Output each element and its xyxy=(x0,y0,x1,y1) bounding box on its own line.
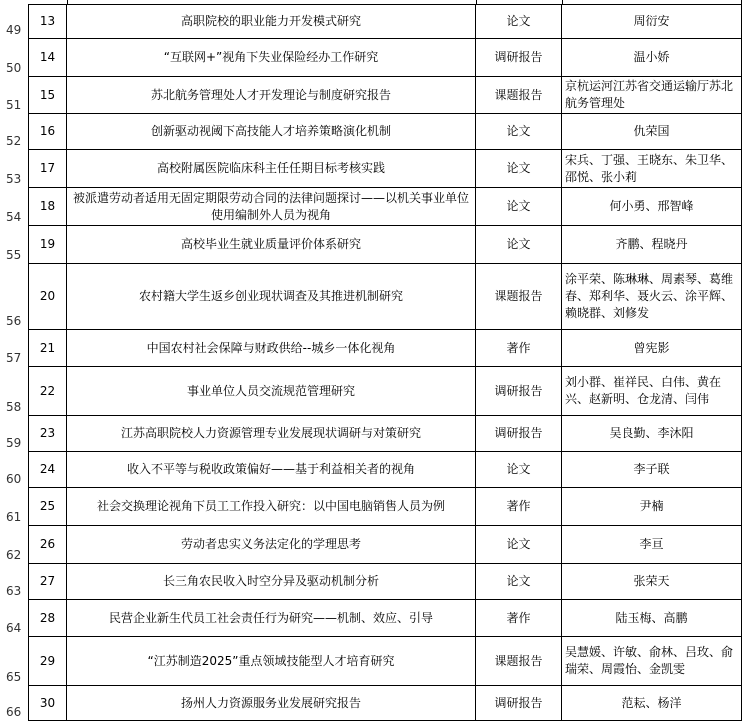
title-text: 事业单位人员交流规范管理研究 xyxy=(186,383,355,398)
cell-authors[interactable] xyxy=(562,264,742,329)
row-header[interactable] xyxy=(0,367,28,416)
row-number: 64 xyxy=(6,621,22,635)
table-row xyxy=(28,114,742,150)
type-text: 调研报告 xyxy=(494,50,543,64)
index-text: 25 xyxy=(39,499,56,513)
title-text: 被派遣劳动者适用无固定期限劳动合同的法律问题探讨——以机关事业单位使用编制外人员为视角 xyxy=(72,190,469,222)
authors-text: 涂平荣、陈琳琳、周素琴、葛维春、郑利华、聂火云、涂平辉、赖晓群、刘修发 xyxy=(565,272,734,320)
title-text: 高职院校的职业能力开发模式研究 xyxy=(180,14,361,28)
type-text: 著作 xyxy=(506,499,531,513)
authors-text: 吴慧媛、许敏、俞林、吕玫、俞瑞荣、周霞怡、金凯雯 xyxy=(565,645,734,676)
type-text: 论文 xyxy=(506,537,531,551)
type-text: 论文 xyxy=(506,237,531,251)
index-text: 15 xyxy=(39,87,56,102)
row-header[interactable] xyxy=(0,150,28,188)
cell-title[interactable] xyxy=(67,637,476,685)
cell-authors[interactable] xyxy=(562,600,742,636)
row-number: 51 xyxy=(6,98,22,112)
cell-type[interactable] xyxy=(476,264,562,329)
index-text: 20 xyxy=(39,289,56,303)
table-grid xyxy=(28,0,742,722)
row-number: 52 xyxy=(6,134,22,148)
cell-index[interactable] xyxy=(28,5,67,38)
title-text: 民营企业新生代员工社会责任行为研究——机制、效应、引导 xyxy=(108,610,433,625)
cell-index[interactable] xyxy=(28,150,67,187)
authors-text: 刘小群、崔祥民、白伟、黄在兴、赵新明、仓龙清、闫伟 xyxy=(565,375,722,406)
cell-title[interactable] xyxy=(67,526,476,563)
cell-type[interactable] xyxy=(476,77,562,113)
cell-index[interactable] xyxy=(28,452,67,487)
row-header[interactable] xyxy=(0,526,28,564)
cell-type[interactable] xyxy=(476,188,562,225)
title-text: “江苏制造2025”重点领域技能型人才培育研究 xyxy=(147,653,395,668)
cell-index[interactable] xyxy=(28,600,67,636)
cell-type[interactable] xyxy=(476,330,562,366)
authors-text: 齐鹏、程晓丹 xyxy=(615,237,688,251)
table-row xyxy=(28,188,742,226)
row-number: 63 xyxy=(6,584,22,598)
authors-text: 范耘、杨洋 xyxy=(621,695,682,710)
table-row xyxy=(28,564,742,600)
authors-text: 李子联 xyxy=(633,462,670,476)
row-header[interactable] xyxy=(0,188,28,226)
type-text: 著作 xyxy=(506,610,531,625)
title-text: 中国农村社会保障与财政供给--城乡一体化视角 xyxy=(146,340,396,355)
title-text: 扬州人力资源服务业发展研究报告 xyxy=(180,695,361,710)
row-header[interactable] xyxy=(0,564,28,600)
table-row xyxy=(28,226,742,264)
index-text: 22 xyxy=(39,383,56,398)
cell-type[interactable] xyxy=(476,114,562,149)
cell-index[interactable] xyxy=(28,188,67,225)
cell-type[interactable] xyxy=(476,564,562,599)
table-row xyxy=(28,526,742,564)
cell-type[interactable] xyxy=(476,226,562,263)
row-header[interactable] xyxy=(0,114,28,150)
cell-authors[interactable] xyxy=(562,488,742,525)
table-row xyxy=(28,150,742,188)
cell-authors[interactable] xyxy=(562,114,742,149)
index-text: 30 xyxy=(39,695,56,710)
title-text: 高校附属医院临床科主任任期目标考核实践 xyxy=(156,161,385,175)
type-text: 著作 xyxy=(506,340,531,355)
type-text: 论文 xyxy=(506,199,531,213)
cell-title[interactable] xyxy=(67,564,476,599)
cell-title[interactable] xyxy=(67,367,476,415)
index-text: 19 xyxy=(39,237,56,251)
cell-type[interactable] xyxy=(476,416,562,451)
cell-authors[interactable] xyxy=(562,150,742,187)
cell-title[interactable] xyxy=(67,226,476,263)
index-text: 23 xyxy=(39,426,56,440)
authors-text: 吴良勤、李沐阳 xyxy=(609,426,694,440)
cell-type[interactable] xyxy=(476,488,562,525)
table-row xyxy=(28,264,742,330)
cell-index[interactable] xyxy=(28,686,67,720)
cell-type[interactable] xyxy=(476,686,562,720)
cell-authors[interactable] xyxy=(562,226,742,263)
cell-authors[interactable] xyxy=(562,526,742,563)
authors-text: 温小娇 xyxy=(633,50,670,64)
cell-title[interactable] xyxy=(67,77,476,113)
type-text: 论文 xyxy=(506,574,531,588)
table-row xyxy=(28,686,742,721)
cell-index[interactable] xyxy=(28,637,67,685)
cell-index[interactable] xyxy=(28,367,67,415)
type-text: 论文 xyxy=(506,462,531,476)
title-text: 社会交换理论视角下员工工作投入研究：以中国电脑销售人员为例 xyxy=(96,499,445,513)
title-text: 农村籍大学生返乡创业现状调查及其推进机制研究 xyxy=(138,289,403,303)
cell-title[interactable] xyxy=(67,330,476,366)
type-text: 论文 xyxy=(506,14,531,28)
row-header[interactable] xyxy=(0,330,28,367)
type-text: 论文 xyxy=(506,161,531,175)
cell-type[interactable] xyxy=(476,526,562,563)
index-text: 28 xyxy=(39,610,56,625)
cell-index[interactable] xyxy=(28,114,67,149)
row-header[interactable] xyxy=(0,488,28,526)
table-row xyxy=(28,600,742,637)
authors-text: 尹楠 xyxy=(639,499,664,513)
title-text: “互联网+”视角下失业保险经办工作研究 xyxy=(163,50,379,64)
row-header[interactable] xyxy=(0,77,28,114)
row-number: 65 xyxy=(6,670,22,684)
row-header[interactable] xyxy=(0,686,28,721)
title-text: 苏北航务管理处人才开发理论与制度研究报告 xyxy=(150,87,391,102)
title-text: 劳动者忠实义务法定化的学理思考 xyxy=(180,537,361,551)
table-row xyxy=(28,637,742,686)
row-header[interactable] xyxy=(0,452,28,488)
title-text: 长三角农民收入时空分异及驱动机制分析 xyxy=(162,574,379,588)
row-number: 50 xyxy=(6,61,22,75)
cell-authors[interactable] xyxy=(562,452,742,487)
cell-index[interactable] xyxy=(28,264,67,329)
cell-title[interactable] xyxy=(67,600,476,636)
type-text: 论文 xyxy=(506,124,531,138)
index-text: 17 xyxy=(39,161,56,175)
top-column-tick xyxy=(562,0,563,5)
index-text: 29 xyxy=(39,653,56,668)
index-text: 14 xyxy=(39,50,56,64)
title-text: 高校毕业生就业质量评价体系研究 xyxy=(180,237,361,251)
row-number: 55 xyxy=(6,248,22,262)
cell-authors[interactable] xyxy=(562,416,742,451)
table-row xyxy=(28,367,742,416)
cell-title[interactable] xyxy=(67,188,476,225)
cell-index[interactable] xyxy=(28,488,67,525)
cell-title[interactable] xyxy=(67,39,476,76)
cell-type[interactable] xyxy=(476,452,562,487)
table-row xyxy=(28,330,742,367)
authors-text: 京杭运河江苏省交通运输厅苏北航务管理处 xyxy=(565,79,734,110)
authors-text: 仇荣国 xyxy=(633,124,670,138)
cell-type[interactable] xyxy=(476,150,562,187)
row-header[interactable] xyxy=(0,264,28,330)
cell-type[interactable] xyxy=(476,39,562,76)
table-row xyxy=(28,488,742,526)
authors-text: 曾宪影 xyxy=(633,340,670,355)
authors-text: 李亘 xyxy=(639,537,664,551)
index-text: 21 xyxy=(39,340,56,355)
index-text: 18 xyxy=(39,199,56,213)
row-number: 53 xyxy=(6,172,22,186)
authors-text: 张荣天 xyxy=(633,574,670,588)
cell-type[interactable] xyxy=(476,600,562,636)
cell-title[interactable] xyxy=(67,452,476,487)
row-number: 66 xyxy=(6,705,22,719)
row-header[interactable] xyxy=(0,5,28,39)
type-text: 调研报告 xyxy=(494,695,543,710)
row-number: 49 xyxy=(6,23,22,37)
authors-text: 宋兵、丁强、王晓东、朱卫华、邵悦、张小莉 xyxy=(565,152,734,184)
type-text: 课题报告 xyxy=(494,289,543,303)
cell-title[interactable] xyxy=(67,488,476,525)
row-number: 59 xyxy=(6,436,22,450)
title-text: 收入不平等与税收政策偏好——基于利益相关者的视角 xyxy=(126,462,415,476)
type-text: 调研报告 xyxy=(494,426,543,440)
cell-authors[interactable] xyxy=(562,330,742,366)
type-text: 调研报告 xyxy=(494,383,543,398)
cell-authors[interactable] xyxy=(562,188,742,225)
top-column-tick xyxy=(67,0,68,5)
index-text: 16 xyxy=(39,124,56,138)
row-number: 62 xyxy=(6,548,22,562)
cell-title[interactable] xyxy=(67,686,476,720)
cell-type[interactable] xyxy=(476,637,562,685)
cell-index[interactable] xyxy=(28,526,67,563)
row-header[interactable] xyxy=(0,39,28,77)
authors-text: 陆玉梅、高鹏 xyxy=(615,610,688,625)
cell-title[interactable] xyxy=(67,114,476,149)
row-number: 58 xyxy=(6,400,22,414)
cell-index[interactable] xyxy=(28,39,67,76)
cell-index[interactable] xyxy=(28,226,67,263)
cell-index[interactable] xyxy=(28,416,67,451)
table-row xyxy=(28,39,742,77)
authors-text: 周衍安 xyxy=(633,14,670,28)
cell-title[interactable] xyxy=(67,150,476,187)
cell-type[interactable] xyxy=(476,5,562,38)
row-number: 57 xyxy=(6,351,22,365)
cell-authors[interactable] xyxy=(562,367,742,415)
cell-authors[interactable] xyxy=(562,39,742,76)
cell-authors[interactable] xyxy=(562,637,742,685)
index-text: 24 xyxy=(39,462,56,476)
top-column-tick xyxy=(476,0,477,5)
row-number: 61 xyxy=(6,510,22,524)
cell-authors[interactable] xyxy=(562,686,742,720)
cell-index[interactable] xyxy=(28,77,67,113)
row-header[interactable] xyxy=(0,600,28,637)
authors-text: 何小勇、邢智峰 xyxy=(609,199,694,213)
table-row xyxy=(28,452,742,488)
table-row xyxy=(28,5,742,39)
cell-title[interactable] xyxy=(67,264,476,329)
table-row xyxy=(28,416,742,452)
cell-authors[interactable] xyxy=(562,5,742,38)
table-row xyxy=(28,77,742,114)
cell-type[interactable] xyxy=(476,367,562,415)
cell-title[interactable] xyxy=(67,5,476,38)
row-number: 56 xyxy=(6,314,22,328)
row-header[interactable] xyxy=(0,637,28,686)
cell-authors[interactable] xyxy=(562,564,742,599)
cell-index[interactable] xyxy=(28,330,67,366)
row-number: 60 xyxy=(6,472,22,486)
title-text: 江苏高职院校人力资源管理专业发展现状调研与对策研究 xyxy=(120,426,421,440)
index-text: 13 xyxy=(39,14,56,28)
cell-index[interactable] xyxy=(28,564,67,599)
row-number: 54 xyxy=(6,210,22,224)
cell-authors[interactable] xyxy=(562,77,742,113)
type-text: 课题报告 xyxy=(494,87,543,102)
row-header[interactable] xyxy=(0,416,28,452)
index-text: 27 xyxy=(39,574,56,588)
index-text: 26 xyxy=(39,537,56,551)
type-text: 课题报告 xyxy=(494,653,543,668)
cell-title[interactable] xyxy=(67,416,476,451)
row-header[interactable] xyxy=(0,226,28,264)
title-text: 创新驱动视阈下高技能人才培养策略演化机制 xyxy=(150,124,391,138)
